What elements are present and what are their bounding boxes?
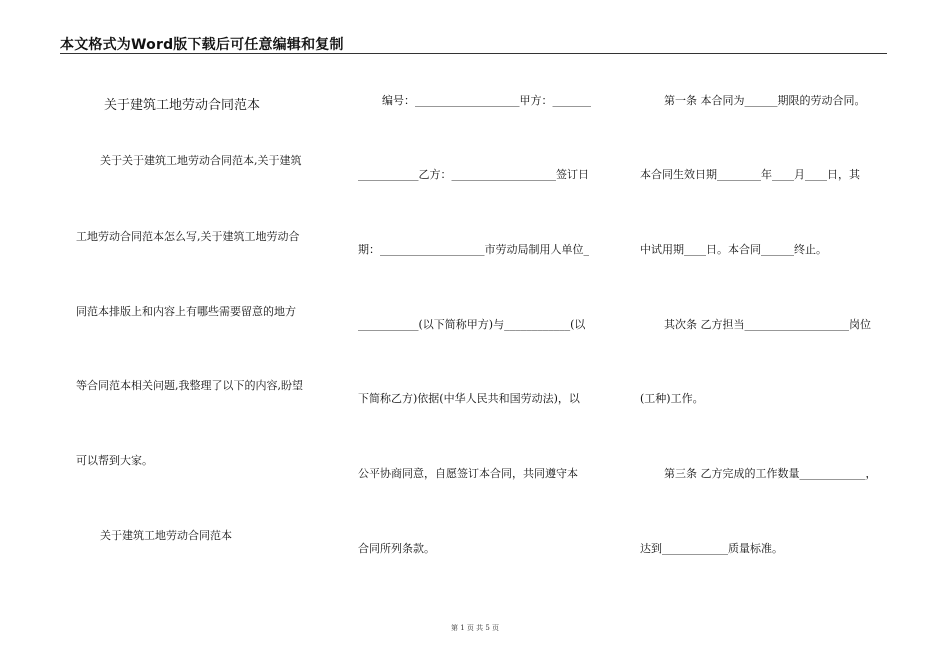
column1-line: 同范本排版上和内容上有哪些需要留意的地方	[76, 305, 296, 318]
column1-line: 工地劳动合同范本怎么写,关于建筑工地劳动合	[76, 230, 300, 243]
page-number: 第 1 页 共 5 页	[450, 624, 500, 632]
column1-line: 可以帮到大家。	[76, 454, 153, 467]
column3-line: 第三条 乙方完成的工作数量____________，	[664, 467, 877, 480]
column1-line: 等合同范本相关问题,我整理了以下的内容,盼望	[76, 379, 303, 392]
column2-line: 期：___________________市劳动局制用人单位_	[358, 243, 589, 256]
column3-line: 第一条 本合同为______期限的劳动合同。	[664, 94, 866, 107]
column2-line: 下简称乙方)依据(中华人民共和国劳动法)，以	[358, 392, 580, 405]
column3-line: (工种)工作。	[640, 392, 704, 405]
column2-line: ___________(以下简称甲方)与____________(以	[358, 318, 586, 331]
column2-line: 编号：___________________甲方：_______	[382, 94, 591, 107]
column1-line: 关于关于建筑工地劳动合同范本,关于建筑	[100, 154, 302, 167]
column3-line: 其次条 乙方担当___________________岗位	[664, 318, 871, 331]
column1-subheading: 关于建筑工地劳动合同范本	[100, 529, 232, 542]
header-divider	[60, 53, 887, 54]
document-title: 关于建筑工地劳动合同范本	[104, 98, 261, 113]
column3-line: 本合同生效日期________年____月____日，其	[640, 168, 860, 181]
column2-line: 公平协商同意，自愿签订本合同，共同遵守本	[358, 467, 578, 480]
column3-line: 达到____________质量标准。	[640, 542, 783, 555]
document-header-title: 本文格式为Word版下载后可任意编辑和复制	[60, 37, 344, 53]
column3-line: 中试用期____日。本合同______终止。	[640, 243, 827, 256]
column2-line: ___________乙方：___________________签订日	[358, 168, 589, 181]
column2-line: 合同所列条款。	[358, 542, 435, 555]
